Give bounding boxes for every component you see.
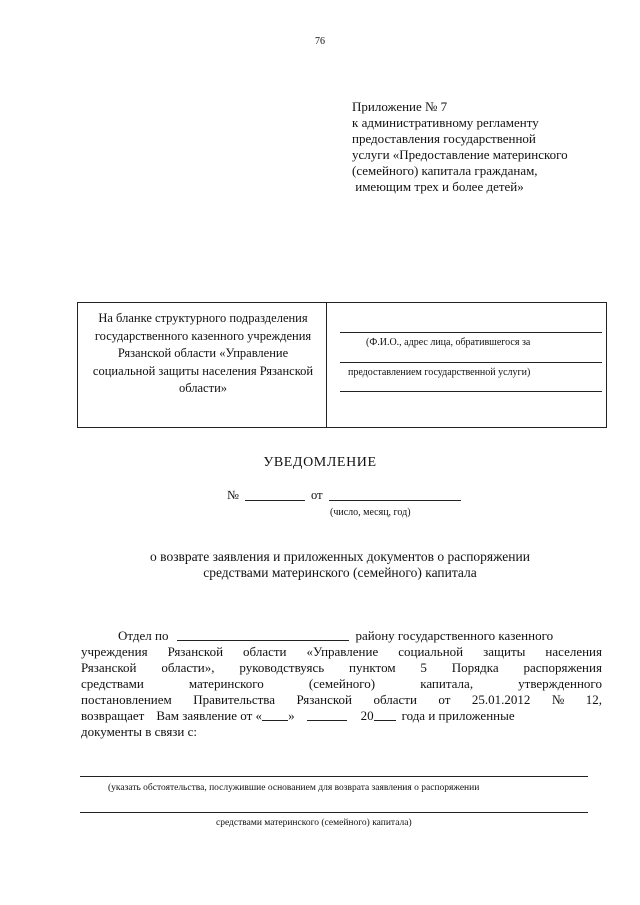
body-word: области bbox=[373, 692, 417, 707]
body-word: 5 bbox=[420, 660, 427, 675]
body-word: 25.01.2012 bbox=[471, 692, 531, 707]
body-line bbox=[81, 692, 602, 708]
appendix-line: (семейного) капитала гражданам, bbox=[352, 163, 538, 178]
recipient-line bbox=[340, 332, 602, 333]
body-text: району государственного казенного bbox=[355, 628, 554, 643]
subject-line: средствами материнского (семейного) капитала bbox=[203, 565, 477, 580]
recipient-line bbox=[340, 362, 602, 363]
letterhead-table bbox=[77, 302, 607, 428]
body-word: руководствуясь bbox=[239, 660, 325, 675]
notice-body bbox=[81, 628, 602, 740]
body-word: Рязанской bbox=[81, 660, 137, 675]
body-word: социальной bbox=[398, 644, 464, 659]
body-text: Вам заявление от « bbox=[156, 708, 263, 723]
body-word: области bbox=[243, 644, 287, 659]
appendix-line: к административному регламенту bbox=[352, 115, 539, 130]
body-word: Рязанской bbox=[296, 692, 352, 707]
body-word: № bbox=[551, 692, 565, 707]
body-word: «Управление bbox=[306, 644, 379, 659]
reason-line[interactable] bbox=[80, 776, 588, 777]
date-label: от bbox=[311, 488, 323, 502]
body-word: утвержденного bbox=[518, 676, 602, 691]
month-field[interactable] bbox=[307, 708, 347, 721]
body-text: » bbox=[288, 708, 295, 723]
letterhead-note: На бланке структурного подразделения государственного казенного учреждения Рязанской области «Управление социальной защиты населения Рязанской области» bbox=[92, 311, 314, 395]
date-caption: (число, месяц, год) bbox=[330, 507, 411, 518]
recipient-caption-1: (Ф.И.О., адрес лица, обратившегося за bbox=[366, 337, 531, 348]
notice-subject bbox=[60, 549, 620, 581]
number-label: № bbox=[227, 488, 239, 502]
recipient-caption-2: предоставлением государственной услуги) bbox=[348, 367, 531, 378]
body-text: документы в связи с: bbox=[81, 724, 198, 739]
appendix-header bbox=[352, 99, 592, 195]
body-word: материнского bbox=[188, 676, 264, 691]
body-word: защиты bbox=[483, 644, 526, 659]
body-word: (семейного) bbox=[308, 676, 376, 691]
page-number: 76 bbox=[315, 36, 325, 47]
appendix-line: услуги «Предоставление материнского bbox=[352, 147, 568, 162]
day-field[interactable] bbox=[262, 708, 288, 721]
body-text: года и приложенные bbox=[401, 708, 515, 723]
department-field[interactable] bbox=[177, 628, 349, 641]
reason-caption: средствами материнского (семейного) капитала) bbox=[216, 818, 412, 828]
body-word: распоряжения bbox=[523, 660, 602, 675]
number-field[interactable] bbox=[245, 488, 305, 501]
body-word: учреждения bbox=[81, 644, 148, 659]
body-word: области», bbox=[161, 660, 215, 675]
body-word: Правительства bbox=[193, 692, 276, 707]
body-word: Порядка bbox=[451, 660, 499, 675]
body-line bbox=[81, 660, 602, 676]
body-text: возвращает bbox=[81, 708, 145, 723]
body-line bbox=[81, 676, 602, 692]
reason-line[interactable] bbox=[80, 812, 588, 813]
body-text: Отдел по bbox=[118, 628, 169, 643]
body-word: 12, bbox=[585, 692, 602, 707]
body-word: от bbox=[438, 692, 451, 707]
body-word: капитала, bbox=[420, 676, 474, 691]
document-title: УВЕДОМЛЕНИЕ bbox=[263, 455, 377, 470]
body-line bbox=[81, 724, 602, 740]
body-word: постановлением bbox=[81, 692, 172, 707]
subject-line: о возврате заявления и приложенных документов о распоряжении bbox=[150, 549, 530, 564]
recipient-line bbox=[340, 391, 602, 392]
body-word: Рязанской bbox=[167, 644, 224, 659]
appendix-line: Приложение № 7 bbox=[352, 99, 448, 114]
body-text: 20 bbox=[360, 708, 374, 723]
table-divider bbox=[326, 303, 327, 427]
year-field[interactable] bbox=[374, 708, 396, 721]
body-line bbox=[81, 644, 602, 660]
appendix-line: предоставления государственной bbox=[352, 131, 536, 146]
body-word: населения bbox=[545, 644, 602, 659]
body-word: средствами bbox=[81, 676, 144, 691]
body-line bbox=[81, 628, 602, 644]
appendix-line: имеющим трех и более детей» bbox=[352, 179, 524, 194]
date-field[interactable] bbox=[329, 488, 461, 501]
body-word: пунктом bbox=[349, 660, 396, 675]
reason-caption: (указать обстоятельства, послужившие основанием для возврата заявления о распоряжении bbox=[108, 783, 480, 793]
body-line bbox=[81, 708, 602, 724]
